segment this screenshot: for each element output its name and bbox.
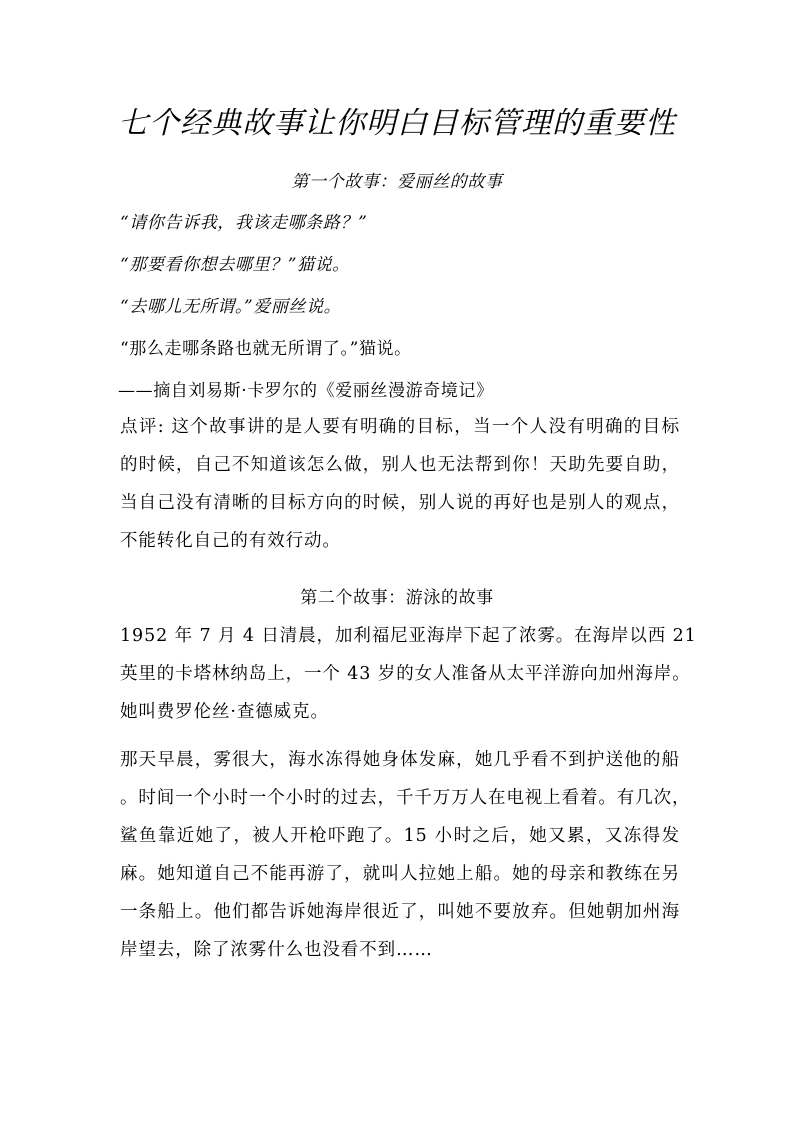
comment-line: 的时候，自己不知道该怎么做，别人也无法帮到你！天助先要自助，	[120, 455, 680, 475]
paragraph-line: 麻。她知道自己不能再游了，就叫人拉她上船。她的母亲和教练在另	[120, 864, 680, 884]
story2-heading: 第二个故事：游泳的故事	[300, 588, 494, 608]
paragraph-line: 一条船上。他们都告诉她海岸很近了，叫她不要放弃。但她朝加州海	[120, 902, 680, 922]
dialog-line: “那要看你想去哪里？”猫说。	[120, 255, 350, 275]
comment-line: 当自己没有清晰的目标方向的时候，别人说的再好也是别人的观点，	[120, 493, 680, 513]
paragraph-line: 1952 年 7 月 4 日清晨，加利福尼亚海岸下起了浓雾。在海岸以西 21	[120, 626, 697, 646]
dialog-line: “请你告诉我，我该走哪条路？”	[120, 213, 368, 233]
story2-paragraph-1	[120, 617, 697, 731]
paragraph-line: 鲨鱼靠近她了，被人开枪吓跑了。15 小时之后，她又累，又冻得发	[120, 826, 680, 846]
paragraph-line: 那天早晨，雾很大，海水冻得她身体发麻，她几乎看不到护送他的船	[120, 750, 680, 770]
comment-line: 不能转化自己的有效行动。	[120, 531, 341, 551]
paragraph-line: 她叫费罗伦丝·查德威克。	[120, 702, 329, 722]
paragraph-line: 。时间一个小时一个小时的过去，千千万万人在电视上看着。有几次，	[120, 788, 691, 808]
story1-heading: 第一个故事：爱丽丝的故事	[291, 172, 503, 192]
document-title: 七个经典故事让你明白目标管理的重要性	[118, 106, 676, 141]
story2-paragraph-2	[120, 741, 691, 969]
paragraph-line: 岸望去，除了浓雾什么也没看不到……	[120, 940, 433, 960]
story1-comment	[120, 408, 680, 560]
dialog-line: “去哪儿无所谓。”爱丽丝说。	[120, 297, 342, 317]
story1-source: ——摘自刘易斯·卡罗尔的《爱丽丝漫游奇境记》	[118, 381, 494, 401]
paragraph-line: 英里的卡塔林纳岛上，一个 43 岁的女人准备从太平洋游向加州海岸。	[120, 664, 691, 684]
comment-line: 点评: 这个故事讲的是人要有明确的目标，当一个人没有明确的目标	[120, 417, 680, 437]
dialog-line: “那么走哪条路也就无所谓了。”猫说。	[120, 339, 412, 359]
